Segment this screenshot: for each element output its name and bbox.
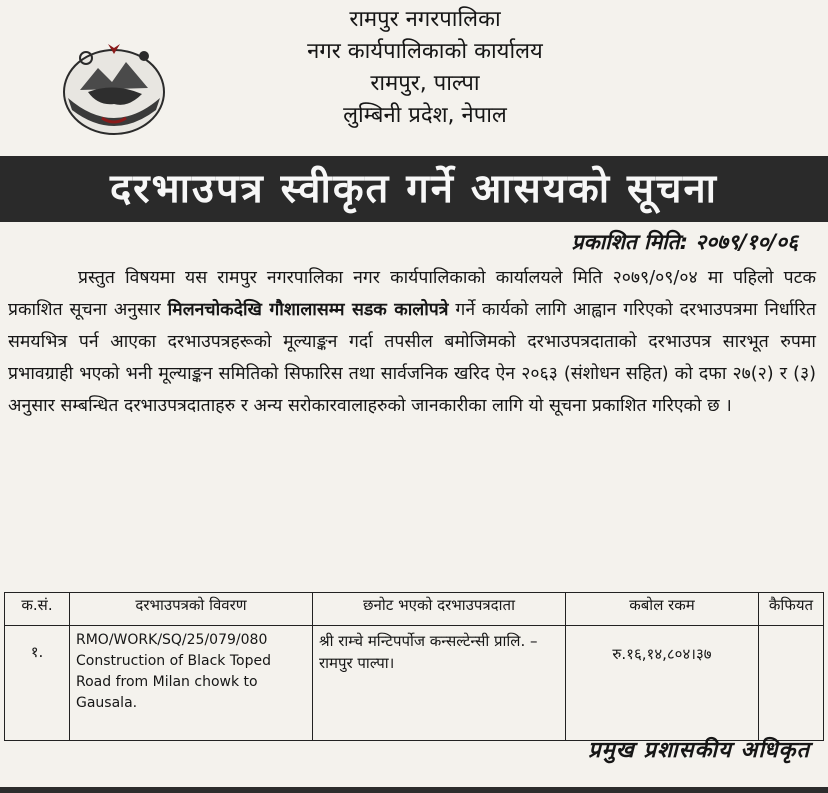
publication-date xyxy=(572,228,798,256)
signatory-title: प्रमुख प्रशासकीय अधिकृत xyxy=(588,738,810,763)
body-highlight: मिलनचोकदेखि गौशालासम्म सडक कालोपत्रे xyxy=(167,300,449,320)
notice-title: दरभाउपत्र स्वीकृत गर्ने आसयको सूचना xyxy=(0,156,828,222)
contract-description: Construction of Black Toped Road from Milan chowk to Gausala. xyxy=(76,653,271,711)
office-address: रामपुर, पाल्पा xyxy=(370,71,480,96)
header-remarks: कैफियत xyxy=(759,593,824,626)
header-sn: क.सं. xyxy=(5,593,70,626)
table-row xyxy=(5,626,824,741)
header-description: दरभाउपत्रको विवरण xyxy=(70,593,313,626)
cell-description xyxy=(70,626,313,741)
table-header-row xyxy=(5,593,824,626)
cell-amount: रु.१६,१४,८०४।३७ xyxy=(566,626,759,741)
body-text-part1: प्रस्तुत विषयमा यस रामपुर नगरपालिका नगर कार्यपालिकाको कार्यालयले मिति २०७९/०९/०४ मा पहिलो पटक प्रकाशित सूचना अनुसार xyxy=(8,268,816,320)
office-name: नगर कार्यपालिकाको कार्यालय xyxy=(307,39,543,64)
award-table xyxy=(4,592,824,741)
cell-sn: १. xyxy=(5,626,70,741)
municipality-name: रामपुर नगरपालिका xyxy=(349,7,501,32)
notice-body xyxy=(8,262,816,422)
header-bidder: छनोट भएको दरभाउपत्रदाता xyxy=(313,593,566,626)
contract-reference: RMO/WORK/SQ/25/079/080 xyxy=(76,632,268,648)
header-amount: कबोल रकम xyxy=(566,593,759,626)
publication-date-label: प्रकाशित मिति: xyxy=(571,230,688,254)
cell-bidder: श्री राम्चे मन्टिपर्पोज कन्सल्टेन्सी प्रालि. –रामपुर पाल्पा। xyxy=(313,626,566,741)
bottom-divider xyxy=(0,787,828,793)
cell-remarks xyxy=(759,626,824,741)
body-text-part2: गर्ने कार्यको लागि आह्वान गरिएको दरभाउपत्रमा निर्धारित समयभित्र पर्न आएका दरभाउपत्रहरूको मूल्याङ्कन गर्दा तपसील बमोजिमको दरभाउपत्रदाताको दरभाउपत्र सारभूत रुपमा प्रभावग्राही भएको भनी मूल्याङ्कन समितिको सिफारिस तथा सार्वजनिक खरिद ऐन २०६३ (संशोधन सहित) को दफा २७(२) र (३) अनुसार सम्बन्धित दरभाउपत्रदाताहरु र अन्य सरोकारवालाहरुको जानकारीका लागि यो सूचना प्रकाशित गरिएको छ । xyxy=(8,300,816,416)
province-country: लुम्बिनी प्रदेश, नेपाल xyxy=(343,103,507,128)
publication-date-value: २०७९/१०/०६ xyxy=(695,230,798,254)
office-header xyxy=(190,4,660,132)
nepal-emblem-icon xyxy=(58,38,170,138)
